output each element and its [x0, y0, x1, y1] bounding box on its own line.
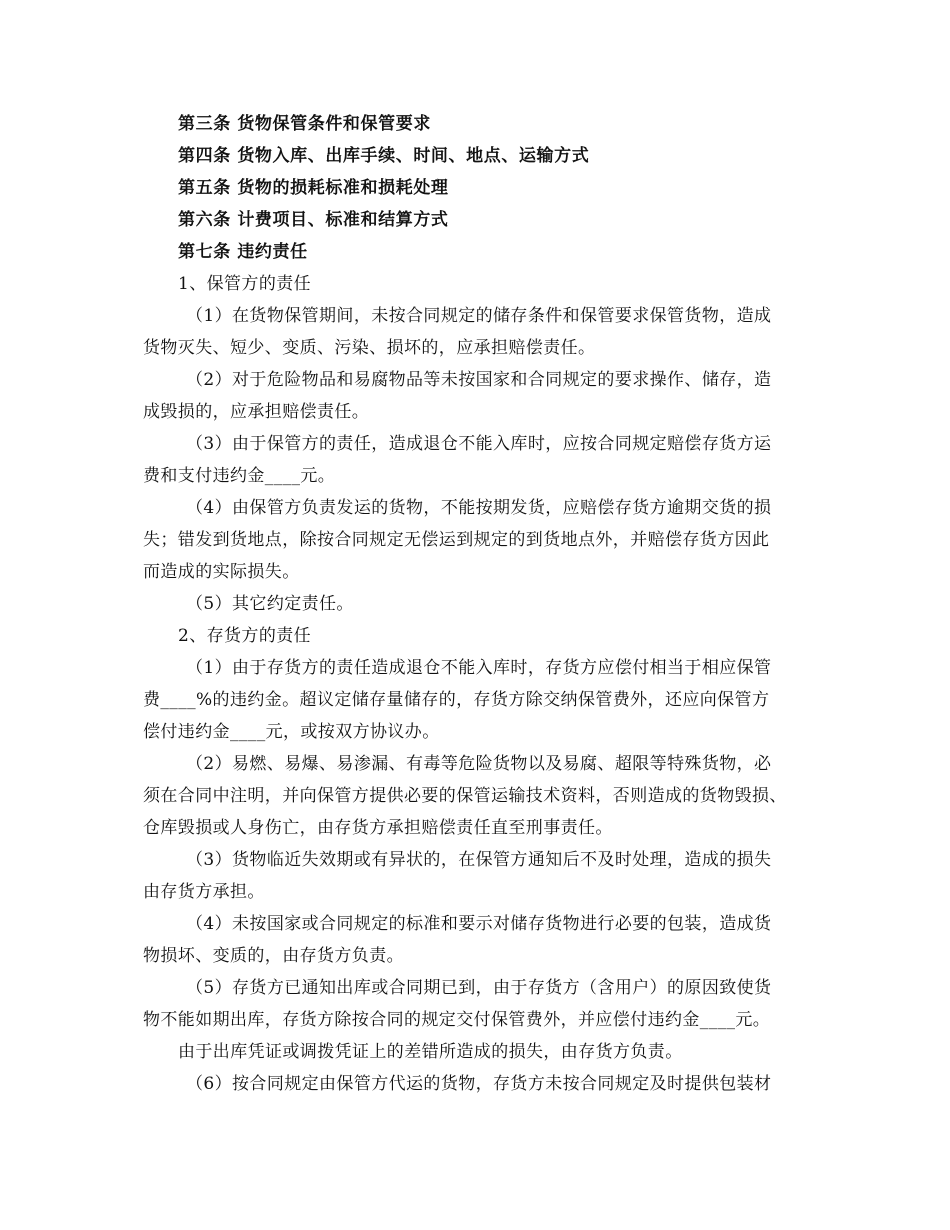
paragraph-line: （5）其它约定责任。: [186, 594, 354, 614]
paragraph-line: （2）易燃、易爆、易渗漏、有毒等危险货物以及易腐、超限等特殊货物，必: [186, 754, 772, 774]
paragraph-line: 由存货方承担。: [143, 882, 265, 902]
paragraph-line: （2）对于危险物品和易腐物品等未按国家和合同规定的要求操作、储存，造: [186, 370, 772, 390]
paragraph-line: 费____%的违约金。超议定储存量储存的，存货方除交纳保管费外，还应向保管方: [143, 690, 770, 710]
article-4-heading: 第四条 货物入库、出库手续、时间、地点、运输方式: [178, 146, 590, 166]
paragraph-line: 物损坏、变质的，由存货方负责。: [143, 946, 404, 966]
paragraph-line: 物不能如期出库，存货方除按合同的规定交付保管费外，并应偿付违约金____元。: [143, 1010, 771, 1030]
section-heading-depositor: 2、存货方的责任: [178, 626, 312, 646]
paragraph-line: 成毁损的，应承担赔偿责任。: [143, 402, 370, 422]
paragraph-line: （5）存货方已通知出库或合同期已到，由于存货方（含用户）的原因致使货: [186, 978, 772, 998]
paragraph-line: 费和支付违约金____元。: [143, 466, 336, 486]
paragraph-line: （3）由于保管方的责任，造成退仓不能入库时，应按合同规定赔偿存货方运: [186, 434, 772, 454]
paragraph-line: （4）未按国家或合同规定的标准和要示对储存货物进行必要的包装，造成货: [186, 914, 772, 934]
paragraph-line: 偿付违约金____元，或按双方协议办。: [143, 722, 440, 742]
paragraph-line: （3）货物临近失效期或有异状的，在保管方通知后不及时处理，造成的损失: [186, 850, 772, 870]
paragraph-line: （4）由保管方负责发运的货物，不能按期发货，应赔偿存货方逾期交货的损: [186, 498, 772, 518]
article-3-heading: 第三条 货物保管条件和保管要求: [178, 114, 431, 134]
paragraph-line: 仓库毁损或人身伤亡，由存货方承担赔偿责任直至刑事责任。: [143, 818, 613, 838]
section-heading-custodian: 1、保管方的责任: [178, 274, 312, 294]
paragraph-line: （1）在货物保管期间，未按合同规定的储存条件和保管要求保管货物，造成: [186, 306, 772, 326]
paragraph-line: （1）由于存货方的责任造成退仓不能入库时，存货方应偿付相当于相应保管: [186, 658, 772, 678]
paragraph-line: 失；错发到货地点，除按合同规定无偿运到规定的到货地点外，并赔偿存货方因此: [143, 530, 770, 550]
paragraph-line: 货物灭失、短少、变质、污染、损坏的，应承担赔偿责任。: [143, 338, 596, 358]
article-5-heading: 第五条 货物的损耗标准和损耗处理: [178, 178, 449, 198]
paragraph-line: 须在合同中注明，并向保管方提供必要的保管运输技术资料，否则造成的货物毁损、: [143, 786, 787, 806]
paragraph-line: （6）按合同规定由保管方代运的货物，存货方未按合同规定及时提供包装材: [186, 1074, 772, 1094]
article-6-heading: 第六条 计费项目、标准和结算方式: [178, 210, 449, 230]
article-7-heading: 第七条 违约责任: [178, 242, 308, 262]
paragraph-line: 由于出库凭证或调拨凭证上的差错所造成的损失，由存货方负责。: [178, 1042, 683, 1062]
paragraph-line: 而造成的实际损失。: [143, 562, 300, 582]
